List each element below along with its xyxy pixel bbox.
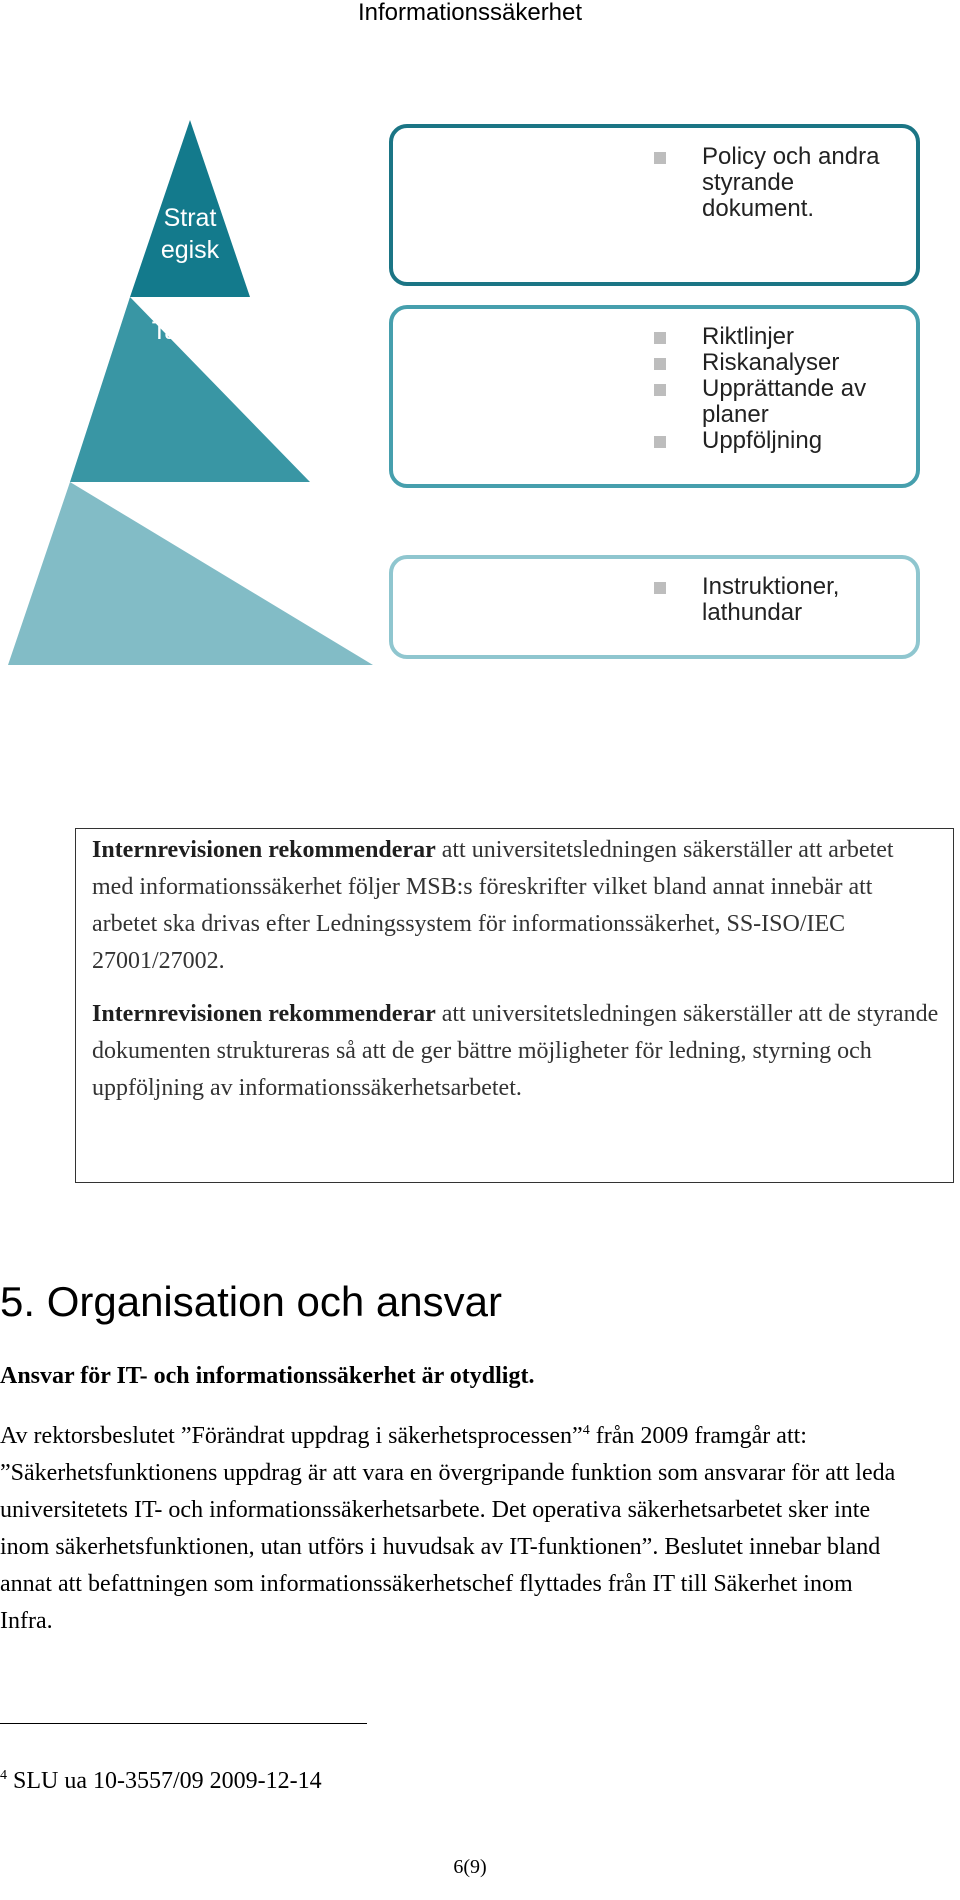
pyramid-label-operative: Operativ xyxy=(142,502,238,530)
page-header-title: Informationssäkerhet xyxy=(357,0,583,26)
recommendation-lead: Internrevisionen rekommenderar xyxy=(92,837,436,863)
strategic-item: Policy och andra styrande dokument. xyxy=(654,144,894,222)
section-heading: 5. Organisation och ansvar xyxy=(0,1278,502,1325)
page-number: 6(9) xyxy=(453,1856,487,1878)
tactical-item: Riktlinjer xyxy=(654,324,894,350)
pyramid-label-tactical: Taktisk xyxy=(151,317,229,345)
operative-item: Instruktioner, lathundar xyxy=(654,574,894,626)
section-subheading: Ansvar för IT- och informationssäkerhet är otydligt. xyxy=(0,1363,535,1389)
footnote-divider xyxy=(0,1723,367,1724)
recommendation-paragraph-2: Internrevisionen rekommenderar att universitetsledningen säkerställer att de styrande dokumenten struktureras så att de ger bättre möjligheter för ledning, styrning och uppföljning av informationssäkerhetsarbetet. xyxy=(92,1001,939,1101)
recommendation-lead: Internrevisionen rekommenderar xyxy=(92,1001,436,1027)
section-body-paragraph: Av rektorsbeslutet ”Förändrat uppdrag i säkerhetsprocessen”$^4$ från 2009 framgår att: ”Säkerhetsfunktionens uppdrag är att vara en övergripande funktion som ansvarar för att leda universitetets IT- och informationssäkerhetsarbete. Det operativa säkerhetsarbetet sker inte inom säkerhetsfunktionen, utan utförs i huvudsak av IT-funktionen”. Beslutet innebar bland annat att befattningen som informationssäkerhetschef flyttades från IT till Säkerhet inom Infra. xyxy=(0,1423,896,1634)
tactical-item: Riskanalyser xyxy=(654,350,894,376)
recommendation-box xyxy=(75,828,954,1183)
pyramid-label-strategic: Strat egisk xyxy=(160,204,220,264)
footnote: $^4$ SLU ua 10-3557/09 2009-12-14 xyxy=(0,1768,322,1794)
footnote-reference: 4 xyxy=(582,1423,590,1438)
operative-documents-box xyxy=(389,555,920,659)
strategic-documents-box xyxy=(389,124,920,286)
recommendation-paragraph-1: Internrevisionen rekommenderar att universitetsledningen säkerställer att arbetet med informationssäkerhet följer MSB:s föreskrifter vilket bland annat innebär att arbetet ska drivas efter Ledningssystem för informationssäkerhet, SS-ISO/IEC 27001/27002. xyxy=(92,837,894,974)
tactical-item: Upprättande av planer xyxy=(654,376,894,428)
tactical-item: Uppföljning xyxy=(654,428,894,454)
tactical-documents-box xyxy=(389,305,920,488)
